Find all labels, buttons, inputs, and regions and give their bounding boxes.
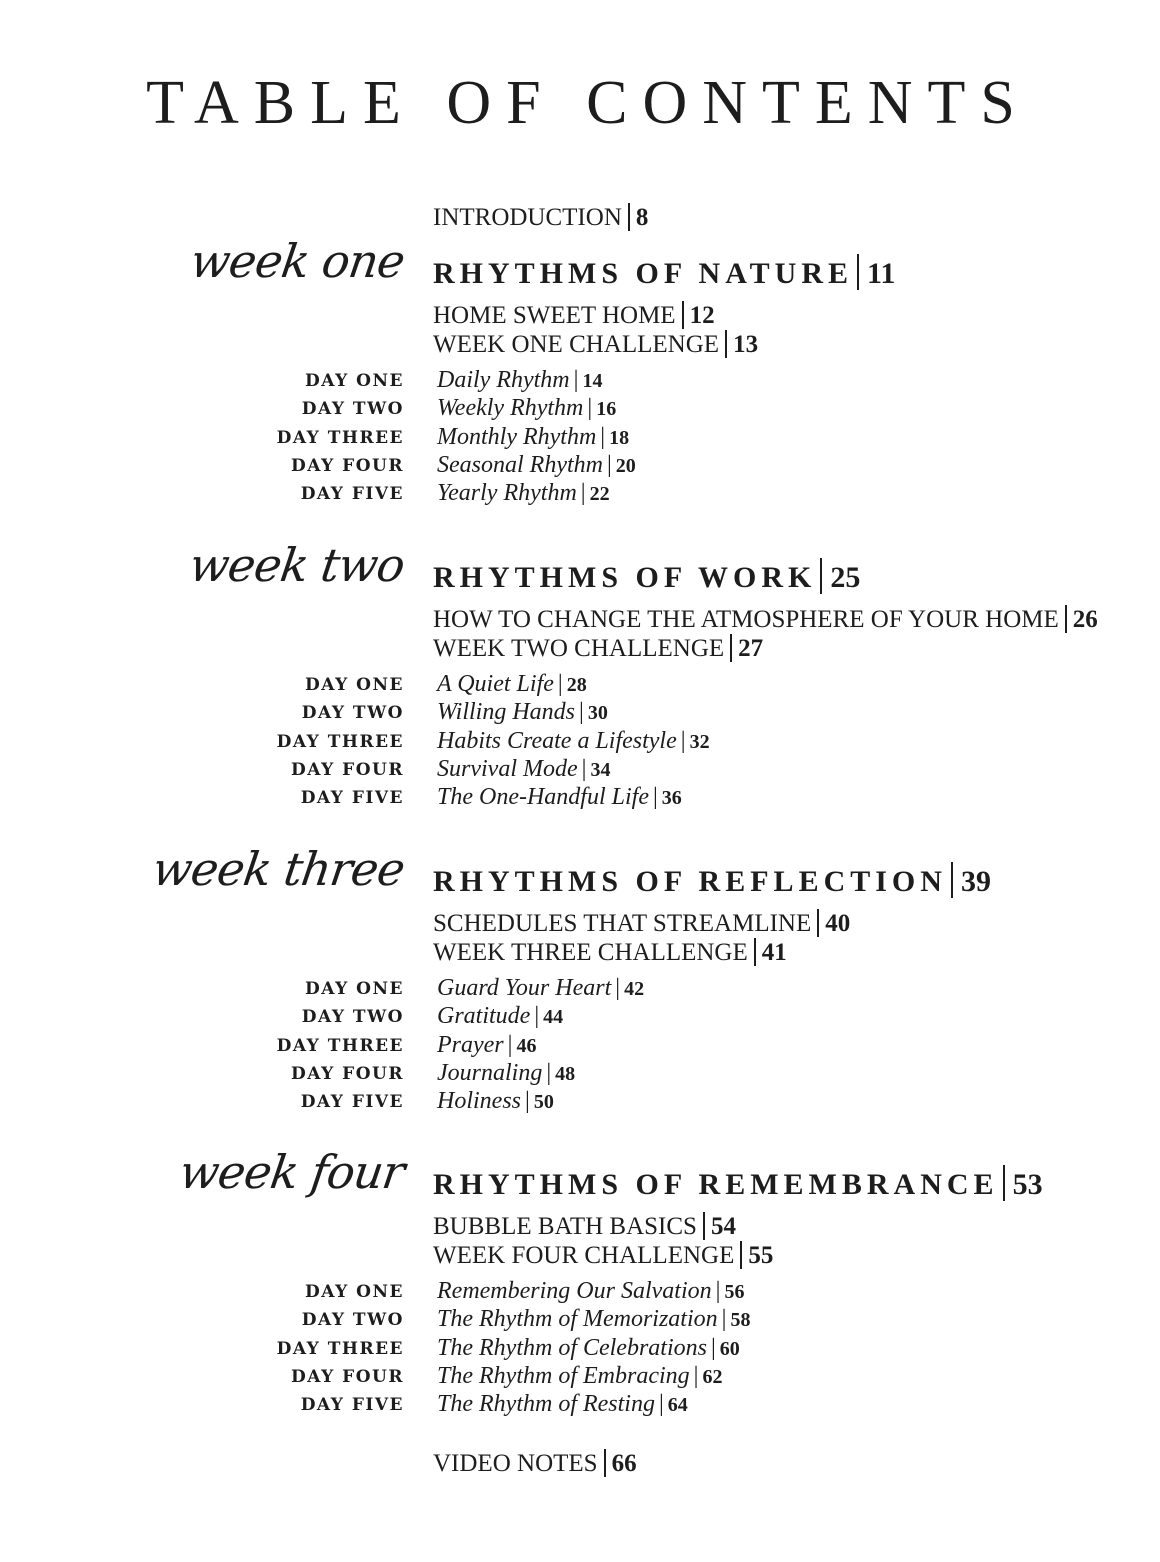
divider [730,634,732,662]
page-number: 32 [689,731,710,753]
entry-label: WEEK TWO CHALLENGE [433,635,725,662]
divider [754,938,756,966]
day-entry[interactable] [437,1306,750,1333]
entry-label: WEEK FOUR CHALLENGE [433,1242,735,1269]
page-number: 16 [596,398,617,420]
toc-entry[interactable] [433,1212,736,1241]
day-entry[interactable] [437,671,587,698]
page-number: 26 [1072,606,1098,633]
day-label: DAY TWO [301,1310,404,1330]
page-number: 18 [609,427,630,449]
day-entry[interactable] [437,480,610,507]
day-title: A Quiet Life [437,671,554,697]
divider: | [715,1278,721,1304]
entry-label: WEEK THREE CHALLENGE [433,939,748,966]
divider [857,254,859,290]
day-label: DAY FOUR [291,456,404,476]
day-entry[interactable] [437,1278,744,1305]
day-label: DAY FIVE [300,1395,404,1415]
divider: | [680,728,686,754]
divider: | [534,1003,540,1029]
day-title: The Rhythm of Resting [437,1391,655,1417]
divider [725,330,727,358]
day-label: DAY TWO [301,1007,404,1027]
day-title: Monthly Rhythm [437,424,597,450]
divider: | [580,480,586,506]
day-entry[interactable] [437,699,608,726]
day-entry[interactable] [437,1391,688,1418]
divider [703,1212,705,1240]
day-title: The One-Handful Life [437,784,649,810]
divider: | [658,1391,664,1417]
week-heading-label: RHYTHMS OF REFLECTION [433,865,947,898]
day-entry[interactable] [437,784,682,811]
toc-entry[interactable] [433,938,787,967]
divider [1065,605,1067,633]
day-title: Willing Hands [437,699,576,725]
day-label: DAY TWO [301,399,404,419]
divider: | [525,1088,530,1114]
day-entry[interactable] [437,975,644,1002]
page-number: 55 [748,1242,774,1269]
page-number: 64 [667,1394,688,1416]
page-number: 62 [702,1366,723,1388]
divider: | [652,784,658,810]
day-label: DAY TWO [301,703,404,723]
day-entry[interactable] [437,424,629,451]
page-number: 41 [761,939,787,966]
page-number: 44 [543,1006,564,1028]
entry-label: SCHEDULES THAT STREAMLINE [433,910,812,937]
page-number: 30 [587,702,608,724]
divider: | [587,395,593,421]
toc-entry[interactable] [433,909,850,938]
toc-entry[interactable] [433,605,1098,634]
day-title: Seasonal Rhythm [437,452,603,478]
divider [682,301,684,329]
day-title: The Rhythm of Memorization [437,1306,718,1332]
day-entry[interactable] [437,1060,575,1087]
divider [817,909,819,937]
page-number: 66 [611,1450,637,1477]
entry-label: WEEK ONE CHALLENGE [433,331,720,358]
page-number: 56 [724,1281,745,1303]
day-title: The Rhythm of Celebrations [437,1335,707,1361]
day-title: Gratitude [437,1003,531,1029]
day-entry[interactable] [437,1032,536,1059]
day-entry[interactable] [437,1003,563,1030]
divider: | [573,367,579,393]
toc-entry[interactable] [433,330,758,359]
page-number: 36 [661,787,682,809]
day-label: DAY THREE [276,428,404,448]
page-number: 53 [1012,1168,1043,1201]
page-number: 8 [635,204,649,231]
entry-label: INTRODUCTION [433,204,622,231]
day-title: Daily Rhythm [437,367,570,393]
entry-label: HOME SWEET HOME [433,302,676,329]
day-title: The Rhythm of Embracing [437,1363,690,1389]
week-script-label: week four [176,1145,408,1199]
day-title: Weekly Rhythm [437,395,584,421]
page-number: 40 [825,910,851,937]
day-label: DAY THREE [276,1339,404,1359]
divider: | [557,671,563,697]
page-number: 39 [960,865,991,898]
divider [740,1241,742,1269]
day-entry[interactable] [437,452,636,479]
entry-label: VIDEO NOTES [433,1450,598,1477]
day-entry[interactable] [437,1088,554,1115]
week-heading-label: RHYTHMS OF REMEMBRANCE [433,1168,999,1201]
day-title: Habits Create a Lifestyle [437,728,677,754]
page-number: 60 [719,1338,740,1360]
week-heading[interactable] [433,558,860,595]
week-heading[interactable] [433,254,895,291]
page-number: 54 [710,1213,736,1240]
week-script-label: week two [186,538,408,592]
toc-entry[interactable] [433,301,715,330]
page-number: 14 [582,370,603,392]
day-title: Survival Mode [437,756,578,782]
toc-entry[interactable] [433,634,763,663]
week-script-label: week one [187,234,408,288]
divider: | [721,1306,727,1332]
page-number: 22 [589,483,610,505]
day-entry[interactable] [437,395,616,422]
day-entry[interactable] [437,756,610,783]
day-label: DAY ONE [305,979,404,999]
day-label: DAY FIVE [300,1092,404,1112]
page-number: 58 [730,1309,751,1331]
page-number: 11 [867,257,896,290]
page-number: 50 [533,1091,554,1113]
divider [820,558,822,594]
page-number: 34 [590,759,611,781]
divider: | [581,756,587,782]
day-entry[interactable] [437,1335,740,1362]
divider: | [615,975,621,1001]
day-label: DAY THREE [276,732,404,752]
divider: | [693,1363,699,1389]
toc-entry-video-notes[interactable] [433,1449,637,1478]
divider [604,1449,606,1477]
day-label: DAY FIVE [300,788,404,808]
day-label: DAY ONE [305,371,404,391]
day-title: Holiness [437,1088,521,1114]
page-number: 46 [516,1035,537,1057]
day-entry[interactable] [437,728,710,755]
day-title: Yearly Rhythm [437,480,577,506]
page-number: 13 [733,331,759,358]
toc-entry[interactable] [433,1241,773,1270]
divider [1003,1165,1005,1201]
page-number: 27 [738,635,764,662]
day-label: DAY THREE [276,1036,404,1056]
day-label: DAY FOUR [291,760,404,780]
week-heading-label: RHYTHMS OF WORK [433,561,817,594]
week-heading[interactable] [433,862,991,899]
page-number: 25 [830,561,861,594]
divider: | [507,1032,513,1058]
page-title: TABLE OF CONTENTS [146,69,1030,137]
divider: | [710,1335,716,1361]
day-title: Remembering Our Salvation [437,1278,712,1304]
page-number: 42 [624,978,645,1000]
page-number: 48 [555,1063,576,1085]
divider: | [600,424,606,450]
day-label: DAY FIVE [300,484,404,504]
day-title: Prayer [437,1032,504,1058]
week-script-label: week three [149,842,408,896]
day-label: DAY FOUR [291,1064,404,1084]
divider [951,862,953,898]
day-entry[interactable] [437,1363,722,1390]
divider: | [606,452,612,478]
entry-label: BUBBLE BATH BASICS [433,1213,697,1240]
page-number: 28 [566,674,587,696]
day-entry[interactable] [437,367,602,394]
day-title: Guard Your Heart [437,975,612,1001]
toc-entry-introduction[interactable] [433,203,648,232]
day-title: Journaling [437,1060,543,1086]
divider [628,203,630,231]
page-number: 20 [615,455,636,477]
divider: | [546,1060,552,1086]
week-heading[interactable] [433,1165,1043,1202]
day-label: DAY ONE [305,675,404,695]
entry-label: HOW TO CHANGE THE ATMOSPHERE OF YOUR HOME [433,606,1059,633]
page-number: 12 [689,302,715,329]
divider: | [579,699,584,725]
day-label: DAY ONE [305,1282,404,1302]
day-label: DAY FOUR [291,1367,404,1387]
week-heading-label: RHYTHMS OF NATURE [433,257,854,290]
